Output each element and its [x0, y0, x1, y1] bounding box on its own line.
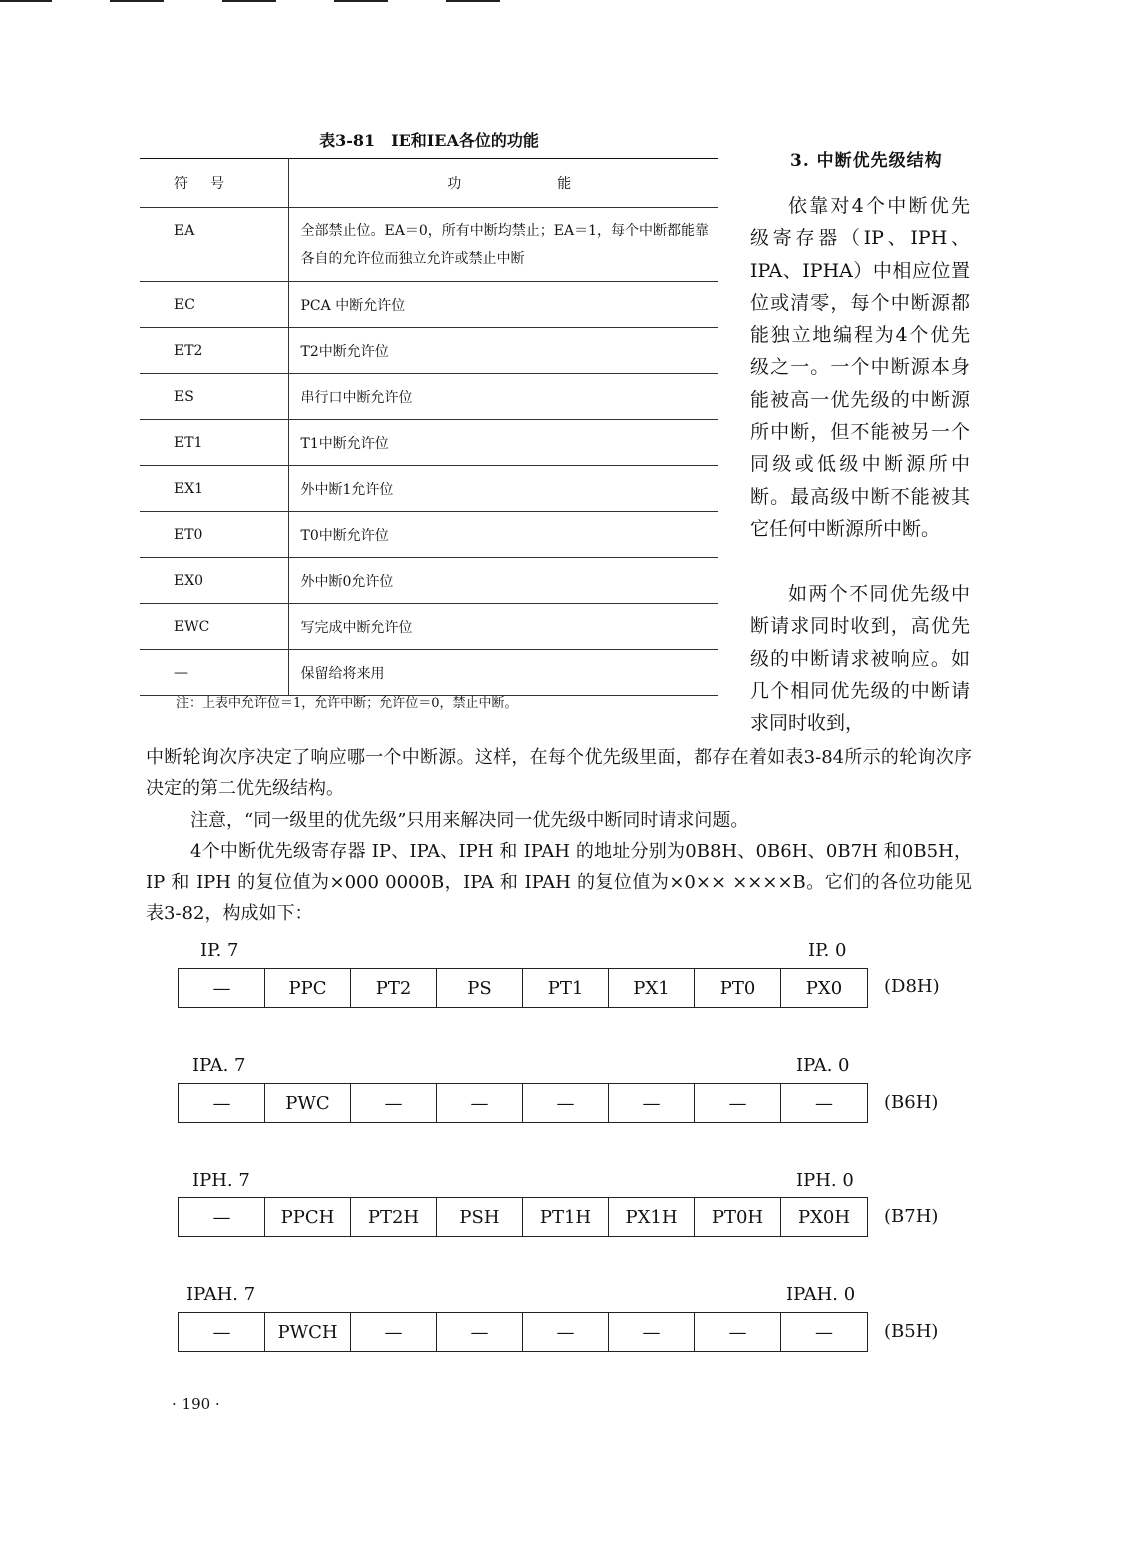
- side-paragraph-1: 依靠对4个中断优先级寄存器（IP、IPH、IPA、IPHA）中相应位置位或清零，每个中断源都能独立地编程为4个优先级之一。一个中断源本身能被高一优先级的中断源所中断，但不能被另一个同级或低级中断源所中断。最高级中断不能被其它任何中断源所中断。: [750, 195, 970, 540]
- register-bit: —: [695, 1313, 781, 1351]
- scan-line: [0, 0, 52, 2]
- ip-bit0-label: IP. 0: [808, 940, 847, 961]
- function-cell: 外中断1允许位: [288, 466, 718, 512]
- ipa-bit0-label: IPA. 0: [796, 1055, 850, 1076]
- symbol-cell: EX0: [140, 558, 288, 604]
- table-row: [140, 208, 718, 282]
- scan-line: [446, 0, 500, 2]
- table-header-row: [140, 159, 718, 208]
- register-bit: —: [815, 1092, 833, 1114]
- register-bit: —: [351, 1313, 437, 1351]
- register-bit: —: [351, 1084, 437, 1122]
- scan-line: [110, 0, 164, 2]
- symbol-cell: EA: [140, 208, 288, 282]
- register-bit: —: [179, 1313, 265, 1351]
- ipah-bit7-label: IPAH. 7: [186, 1284, 256, 1305]
- register-bit: PPCH: [265, 1198, 351, 1236]
- table-caption: 表3-81 IE和IEA各位的功能: [319, 131, 539, 150]
- table-row: [140, 558, 718, 604]
- symbol-cell: EWC: [140, 604, 288, 650]
- register-bit: PT2H: [351, 1198, 437, 1236]
- register-bit: —: [609, 1084, 695, 1122]
- register-bit: PWCH: [265, 1313, 351, 1351]
- register-bit: PPC: [265, 969, 351, 1007]
- function-cell: 全部禁止位。EA＝0，所有中断均禁止；EA＝1，每个中断都能靠各自的允许位而独立允许或禁止中断: [288, 208, 718, 282]
- scan-line: [222, 0, 276, 2]
- body-paragraph-continued: 中断轮询次序决定了响应哪一个中断源。这样，在每个优先级里面，都存在着如表3-84所示的轮询次序决定的第二优先级结构。: [146, 747, 972, 799]
- symbol-cell: ET0: [140, 512, 288, 558]
- register-bit: PSH: [437, 1198, 523, 1236]
- register-bit: PX1: [609, 969, 695, 1007]
- ipah-bit0-label: IPAH. 0: [786, 1284, 856, 1305]
- ipa-address: (B6H): [884, 1092, 939, 1113]
- function-cell: 串行口中断允许位: [288, 374, 718, 420]
- register-bit: —: [437, 1084, 523, 1122]
- body-paragraph-addresses: 4个中断优先级寄存器 IP、IPA、IPH 和 IPAH 的地址分别为0B8H、0B6H、0B7H 和0B5H，IP 和 IPH 的复位值为×000 0000B，IPA 和 IPAH 的复位值为×0×× ××××B。它们的各位功能见表3-82，构成如下：: [146, 841, 972, 924]
- function-cell: 外中断0允许位: [288, 558, 718, 604]
- ip-register: [178, 968, 868, 1008]
- function-cell: T1中断允许位: [288, 420, 718, 466]
- register-bit: —: [609, 1313, 695, 1351]
- ipah-address: (B5H): [884, 1321, 939, 1342]
- register-bit: —: [523, 1084, 609, 1122]
- section-heading: 3. 中断优先级结构: [790, 151, 943, 171]
- ipah-register: [178, 1312, 868, 1352]
- register-bit: PWC: [265, 1084, 351, 1122]
- register-bit: —: [815, 1321, 833, 1343]
- page-number: · 190 ·: [172, 1395, 220, 1413]
- ie-iea-function-table: [140, 158, 718, 696]
- header-symbol: 符号: [140, 159, 288, 208]
- register-bit: PT1H: [523, 1198, 609, 1236]
- function-cell: 保留给将来用: [288, 650, 718, 696]
- function-cell: T0中断允许位: [288, 512, 718, 558]
- register-bit: —: [695, 1084, 781, 1122]
- register-bit: —: [523, 1313, 609, 1351]
- table-note: 注：上表中允许位＝1，允许中断；允许位＝0，禁止中断。: [176, 696, 518, 711]
- register-bit: —: [179, 1198, 265, 1236]
- table-row: [140, 604, 718, 650]
- table-row: [140, 650, 718, 696]
- register-bit: PX0H: [797, 1206, 851, 1228]
- function-cell: T2中断允许位: [288, 328, 718, 374]
- symbol-cell: ET1: [140, 420, 288, 466]
- table-row: [140, 328, 718, 374]
- register-bit: —: [437, 1313, 523, 1351]
- scan-line: [334, 0, 388, 2]
- header-function: 功能: [288, 159, 718, 208]
- register-bit: PT1: [523, 969, 609, 1007]
- function-cell: 写完成中断允许位: [288, 604, 718, 650]
- ip-bit7-label: IP. 7: [200, 940, 239, 961]
- register-bit: PX0: [805, 977, 843, 999]
- symbol-cell: EX1: [140, 466, 288, 512]
- register-bit: PT2: [351, 969, 437, 1007]
- table-row: [140, 420, 718, 466]
- table-row: [140, 512, 718, 558]
- table-row: [140, 282, 718, 328]
- body-paragraph-note: 注意，“同一级里的优先级”只用来解决同一优先级中断同时请求问题。: [190, 810, 749, 831]
- side-paragraph-2: 如两个不同优先级中断请求同时收到，高优先级的中断请求被响应。如几个相同优先级的中断请求同时收到，: [750, 583, 970, 735]
- iph-register: [178, 1197, 868, 1237]
- table-row: [140, 374, 718, 420]
- iph-address: (B7H): [884, 1206, 939, 1227]
- register-bit: PT0: [695, 969, 781, 1007]
- iph-bit7-label: IPH. 7: [192, 1170, 250, 1191]
- iph-bit0-label: IPH. 0: [796, 1170, 854, 1191]
- ipa-register: [178, 1083, 868, 1123]
- register-bit: —: [179, 1084, 265, 1122]
- register-bit: PT0H: [695, 1198, 781, 1236]
- ip-address: (D8H): [884, 976, 940, 997]
- ipa-bit7-label: IPA. 7: [192, 1055, 246, 1076]
- symbol-cell: ES: [140, 374, 288, 420]
- register-bit: PX1H: [609, 1198, 695, 1236]
- symbol-cell: ET2: [140, 328, 288, 374]
- register-bit: —: [179, 969, 265, 1007]
- symbol-cell: EC: [140, 282, 288, 328]
- table-row: [140, 466, 718, 512]
- register-bit: PS: [437, 969, 523, 1007]
- symbol-cell: —: [140, 650, 288, 696]
- function-cell: PCA 中断允许位: [288, 282, 718, 328]
